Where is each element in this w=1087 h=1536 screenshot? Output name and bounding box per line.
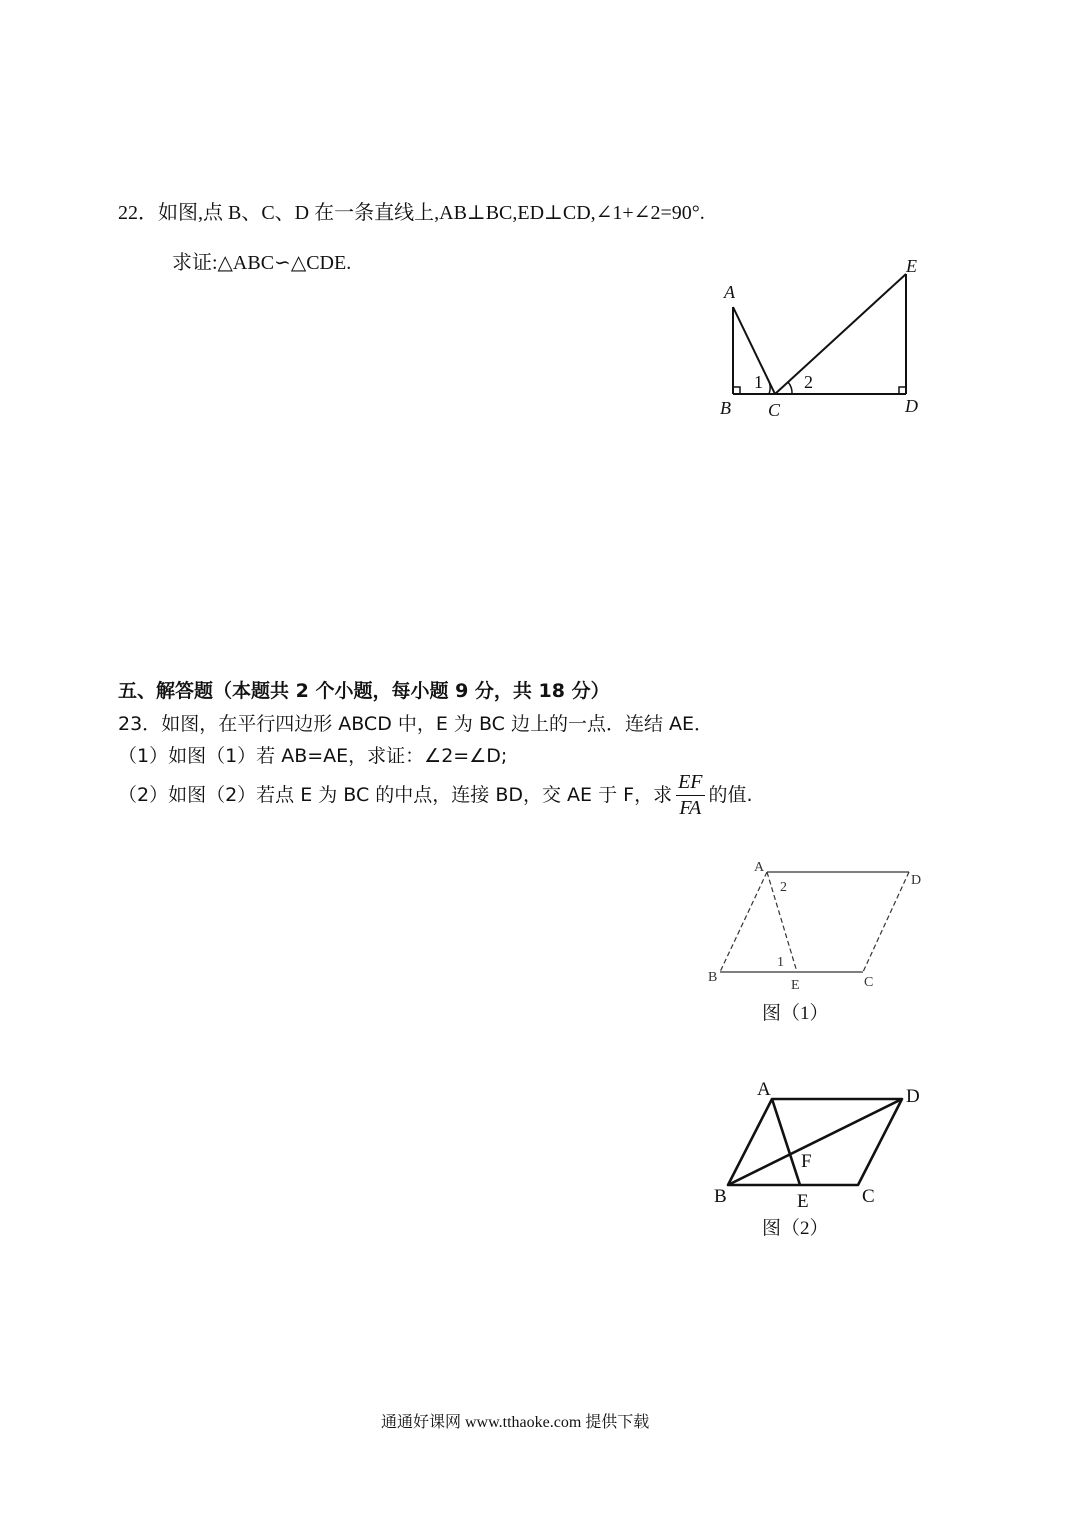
label-angle-2: 2 (804, 372, 813, 392)
label-c: C (862, 1186, 875, 1207)
label-angle-1: 1 (777, 955, 784, 970)
fig-1-caption: 图（1） (762, 1003, 829, 1024)
label-c: C (768, 400, 781, 420)
segment-ab (720, 872, 767, 972)
q23-figure-2 (700, 1070, 940, 1215)
q22-number: 22． (118, 202, 158, 224)
segment-ae (772, 1099, 800, 1185)
segment-bd (728, 1099, 902, 1185)
label-d: D (911, 873, 922, 888)
q23-number: 23． (118, 713, 162, 735)
label-e: E (906, 256, 917, 276)
right-angle-b (733, 387, 740, 394)
segment-dc (863, 872, 909, 972)
label-e: E (791, 978, 800, 993)
label-d: D (905, 396, 918, 416)
label-a: A (754, 860, 765, 875)
label-a: A (757, 1079, 771, 1100)
label-e: E (797, 1191, 809, 1212)
label-angle-2: 2 (780, 880, 787, 895)
q23-statement: 如图，在平行四边形 ABCD 中，E 为 BC 边上的一点．连结 AE． (161, 713, 713, 735)
q22-prove: 求证:△ABC∽△CDE. (172, 252, 352, 274)
fraction-denominator: FA (679, 797, 702, 819)
q23-part-2-before: （2）如图（2）若点 E 为 BC 的中点，连接 BD，交 AE 于 F，求 (118, 784, 673, 806)
q22-figure (700, 250, 940, 425)
label-d: D (906, 1086, 920, 1107)
fig-2-caption: 图（2） (762, 1218, 829, 1239)
fraction-numerator: EF (676, 772, 704, 796)
q22-statement-line (118, 196, 705, 225)
right-angle-d (899, 387, 906, 394)
label-c: C (864, 975, 874, 990)
segment-ce (775, 274, 906, 394)
footer-credit: 通通好课网 www.tthaoke.com 提供下载 (381, 1414, 650, 1431)
label-a: A (724, 282, 735, 302)
q23-part-1: （1）如图（1）若 AB=AE，求证：∠2=∠D; (118, 745, 508, 767)
q23-part-2-after: 的值. (708, 784, 753, 806)
q23-statement-line (118, 709, 713, 736)
label-angle-1: 1 (754, 372, 763, 392)
q23-figure-1 (700, 855, 940, 1000)
label-f: F (801, 1151, 812, 1172)
label-b: B (708, 970, 718, 985)
label-b: B (720, 398, 731, 418)
label-b: B (714, 1186, 727, 1207)
q23-part-2 (118, 772, 753, 819)
fraction-ef-over-fa (676, 772, 704, 819)
section-5-title: 五、解答题（本题共 2 个小题，每小题 9 分，共 18 分） (118, 680, 610, 702)
q22-statement: 如图,点 B、C、D 在一条直线上,AB⊥BC,ED⊥CD,∠1+∠2=90°. (158, 202, 705, 224)
angle-2-arc (788, 382, 792, 394)
